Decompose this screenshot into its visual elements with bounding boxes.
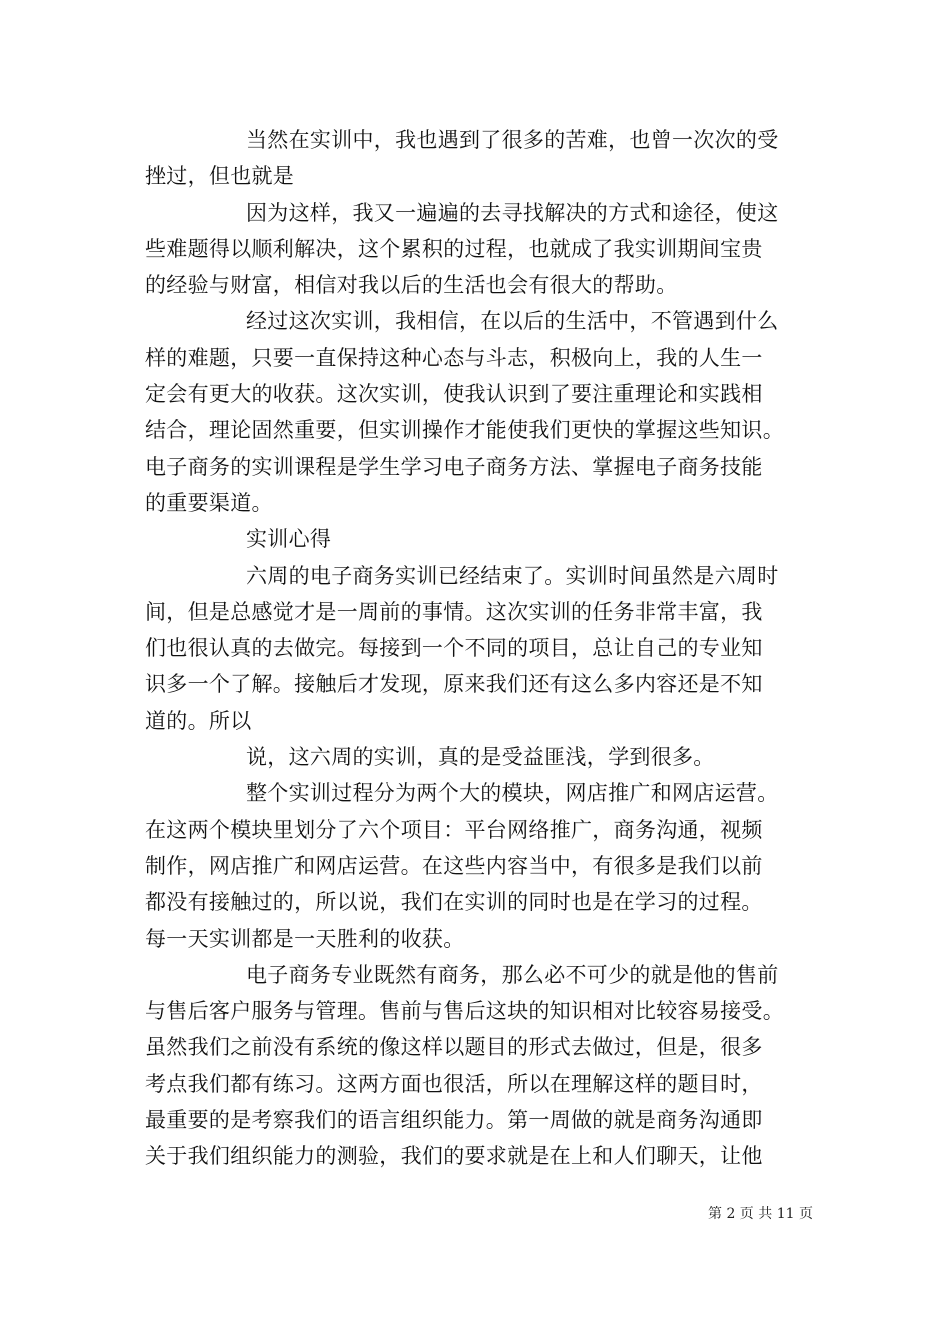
text-line: 当然在实训中，我也遇到了很多的苦难，也曾一次次的受 bbox=[246, 128, 779, 152]
text-line: 与售后客户服务与管理。售前与售后这块的知识相对比较容易接受。 bbox=[145, 999, 784, 1024]
text-line: 因为这样，我又一遍遍的去寻找解决的方式和途径，使这 bbox=[246, 200, 779, 225]
text-line: 制作，网店推广和网店运营。在这些内容当中，有很多是我们以前 bbox=[145, 853, 763, 878]
text-line: 电子商务专业既然有商务，那么必不可少的就是他的售前 bbox=[246, 962, 779, 987]
text-line: 虽然我们之前没有系统的像这样以题目的形式去做过，但是，很多 bbox=[145, 1035, 763, 1060]
text-line: 整个实训过程分为两个大的模块，网店推广和网店运营。 bbox=[246, 781, 779, 806]
text-line: 说，这六周的实训，真的是受益匪浅，学到很多。 bbox=[246, 745, 715, 770]
text-line: 结合，理论固然重要，但实训操作才能使我们更快的掌握这些知识。 bbox=[145, 418, 784, 443]
text-line: 最重要的是考察我们的语言组织能力。第一周做的就是商务沟通即 bbox=[145, 1108, 763, 1133]
document-body bbox=[145, 122, 811, 1175]
text-line: 挫过，但也就是 bbox=[145, 164, 295, 189]
text-line: 都没有接触过的，所以说，我们在实训的同时也是在学习的过程。 bbox=[145, 890, 763, 915]
text-line: 在这两个模块里划分了六个项目：平台网络推广，商务沟通，视频 bbox=[145, 817, 763, 842]
text-line: 的经验与财富，相信对我以后的生活也会有很大的帮助。 bbox=[145, 273, 678, 298]
text-line: 每一天实训都是一天胜利的收获。 bbox=[145, 926, 465, 951]
text-line: 些难题得以顺利解决，这个累积的过程，也就成了我实训期间宝贵 bbox=[145, 236, 763, 261]
text-line: 经过这次实训，我相信，在以后的生活中，不管遇到什么 bbox=[246, 309, 779, 334]
page-footer: 第 2 页 共 11 页 bbox=[708, 1206, 813, 1222]
text-line: 间，但是总感觉才是一周前的事情。这次实训的任务非常丰富，我 bbox=[145, 599, 763, 624]
text-line: 样的难题，只要一直保持这种心态与斗志，积极向上，我的人生一 bbox=[145, 345, 763, 370]
text-line: 关于我们组织能力的测验，我们的要求就是在上和人们聊天，让他 bbox=[145, 1144, 763, 1169]
text-line: 电子商务的实训课程是学生学习电子商务方法、掌握电子商务技能 bbox=[145, 454, 763, 479]
text-line: 识多一个了解。接触后才发现，原来我们还有这么多内容还是不知 bbox=[145, 672, 763, 697]
text-line: 考点我们都有练习。这两方面也很活，所以在理解这样的题目时， bbox=[145, 1071, 763, 1096]
text-line: 实训心得 bbox=[246, 527, 332, 552]
text-line: 道的。所以 bbox=[145, 708, 252, 733]
text-line: 六周的电子商务实训已经结束了。实训时间虽然是六周时 bbox=[246, 563, 779, 588]
text-line: 定会有更大的收获。这次实训，使我认识到了要注重理论和实践相 bbox=[145, 382, 763, 407]
text-line: 们也很认真的去做完。每接到一个不同的项目，总让自己的专业知 bbox=[145, 636, 763, 661]
text-line: 的重要渠道。 bbox=[145, 490, 273, 515]
